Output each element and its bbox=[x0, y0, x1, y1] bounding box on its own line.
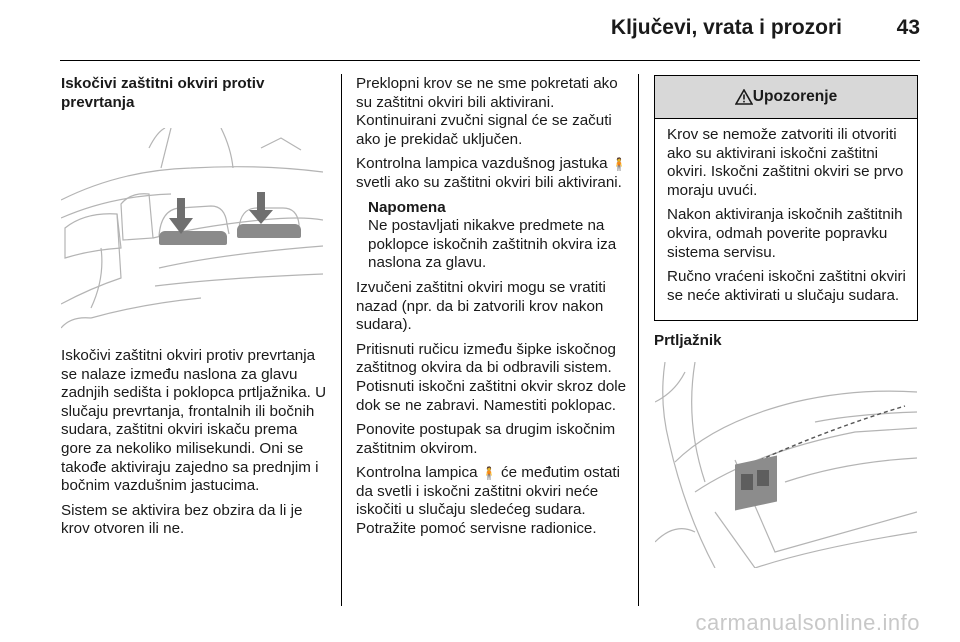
paragraph: Sistem se aktivira bez obzira da li je krov otvoren ili ne. bbox=[61, 501, 303, 538]
arrow-down-icon bbox=[169, 198, 193, 234]
text-fragment: svetli ako su zaštitni okviri bili aktivirani. bbox=[356, 173, 622, 191]
paragraph: Preklopni krov se ne sme pokretati ako su zaštitni okviri bili aktivirani. Kontinuirani zvučni signal će se začuti ako je prekidač uključen. bbox=[356, 75, 618, 148]
column-divider-2 bbox=[638, 74, 639, 606]
header-rule bbox=[60, 60, 920, 61]
paragraph: Iskočivi zaštitni okviri protiv prevrtanja se nalaze između naslona za glavu zadnjih sedišta i poklopca prtljažnika. U slučaju prevrtanja, frontalnih ili bočnih sudara, zaštitni okviri iskaču prema gore za nekoliko milisekundi. Oni se takođe aktiviraju zajedno sa prednjim i bočnim vazdušnim jastucima. bbox=[61, 347, 327, 495]
paragraph: Krov se nemože zatvoriti ili otvoriti ako su aktivirani iskočni zaštitni okviri. Iskočni zaštitni okviri se prvo moraju uvući. bbox=[667, 126, 904, 199]
paragraph: Pritisnuti ručicu između šipke iskočnog zaštitnog okvira da bi odbravili sistem. Potisnuti iskočni zaštitni okvir skroz dole dok se ne zabravi. Namestiti poklopac. bbox=[356, 340, 627, 414]
paragraph: Nakon aktiviranja iskočnih zaštitnih okvira, odmah poverite popravku sistema servisu. bbox=[667, 206, 903, 261]
text-fragment: Kontrolna lampica vazdušnog jastuka bbox=[356, 155, 608, 173]
dashed-indicator-line bbox=[655, 362, 917, 568]
paragraph: Ponovite postupak sa drugim iskočnim zaštitnim okvirom. bbox=[356, 421, 616, 457]
note-title: Napomena bbox=[368, 198, 446, 216]
warning-triangle-icon bbox=[735, 89, 753, 105]
paragraph-airbag bbox=[356, 155, 628, 192]
page-number: 43 bbox=[896, 16, 920, 39]
switch-button bbox=[757, 470, 769, 486]
illustration-trunk bbox=[655, 362, 917, 568]
warning-title: Upozorenje bbox=[752, 88, 838, 105]
header-title: Ključevi, vrata i prozori bbox=[610, 16, 842, 39]
warning-box bbox=[654, 75, 918, 321]
section-title-trunk: Prtljažnik bbox=[654, 332, 722, 349]
arrow-down-icon bbox=[249, 192, 273, 224]
section-title-rollover: Iskočivi zaštitni okviri protiv prevrtanja bbox=[61, 75, 265, 111]
note-box bbox=[356, 199, 628, 273]
paragraph-airbag bbox=[356, 464, 628, 538]
watermark: carmanualsonline.info bbox=[695, 610, 920, 635]
paragraph: Izvučeni zaštitni okviri mogu se vratiti nazad (npr. da bi zatvorili krov nakon sudara). bbox=[356, 278, 606, 334]
column-1-text bbox=[61, 347, 329, 545]
warning-header bbox=[655, 76, 917, 119]
airbag-icon: 🧍 bbox=[481, 466, 497, 481]
column-divider-1 bbox=[341, 74, 342, 606]
note-text: Ne postavljati nikakve predmete na poklopce iskočnih zaštitnih okvira iza naslona za glavu. bbox=[368, 217, 617, 272]
column-2 bbox=[356, 75, 628, 545]
paragraph: Ručno vraćeni iskočni zaštitni okviri se neće aktivirati u slučaju sudara. bbox=[667, 268, 906, 304]
airbag-icon: 🧍 bbox=[611, 157, 627, 172]
switch-button bbox=[741, 474, 753, 490]
warning-body bbox=[655, 119, 917, 305]
rollover-bar-right bbox=[237, 224, 301, 238]
text-fragment: će međutim ostati da svetli i iskočni zaštitni okviri neće iskočiti u slučaju sledećeg sudara. Potražite pomoć servisne radionice. bbox=[356, 464, 620, 538]
column-1 bbox=[61, 75, 326, 112]
illustration-rollover-bars bbox=[61, 128, 323, 330]
text-fragment: Kontrolna lampica bbox=[356, 464, 482, 482]
